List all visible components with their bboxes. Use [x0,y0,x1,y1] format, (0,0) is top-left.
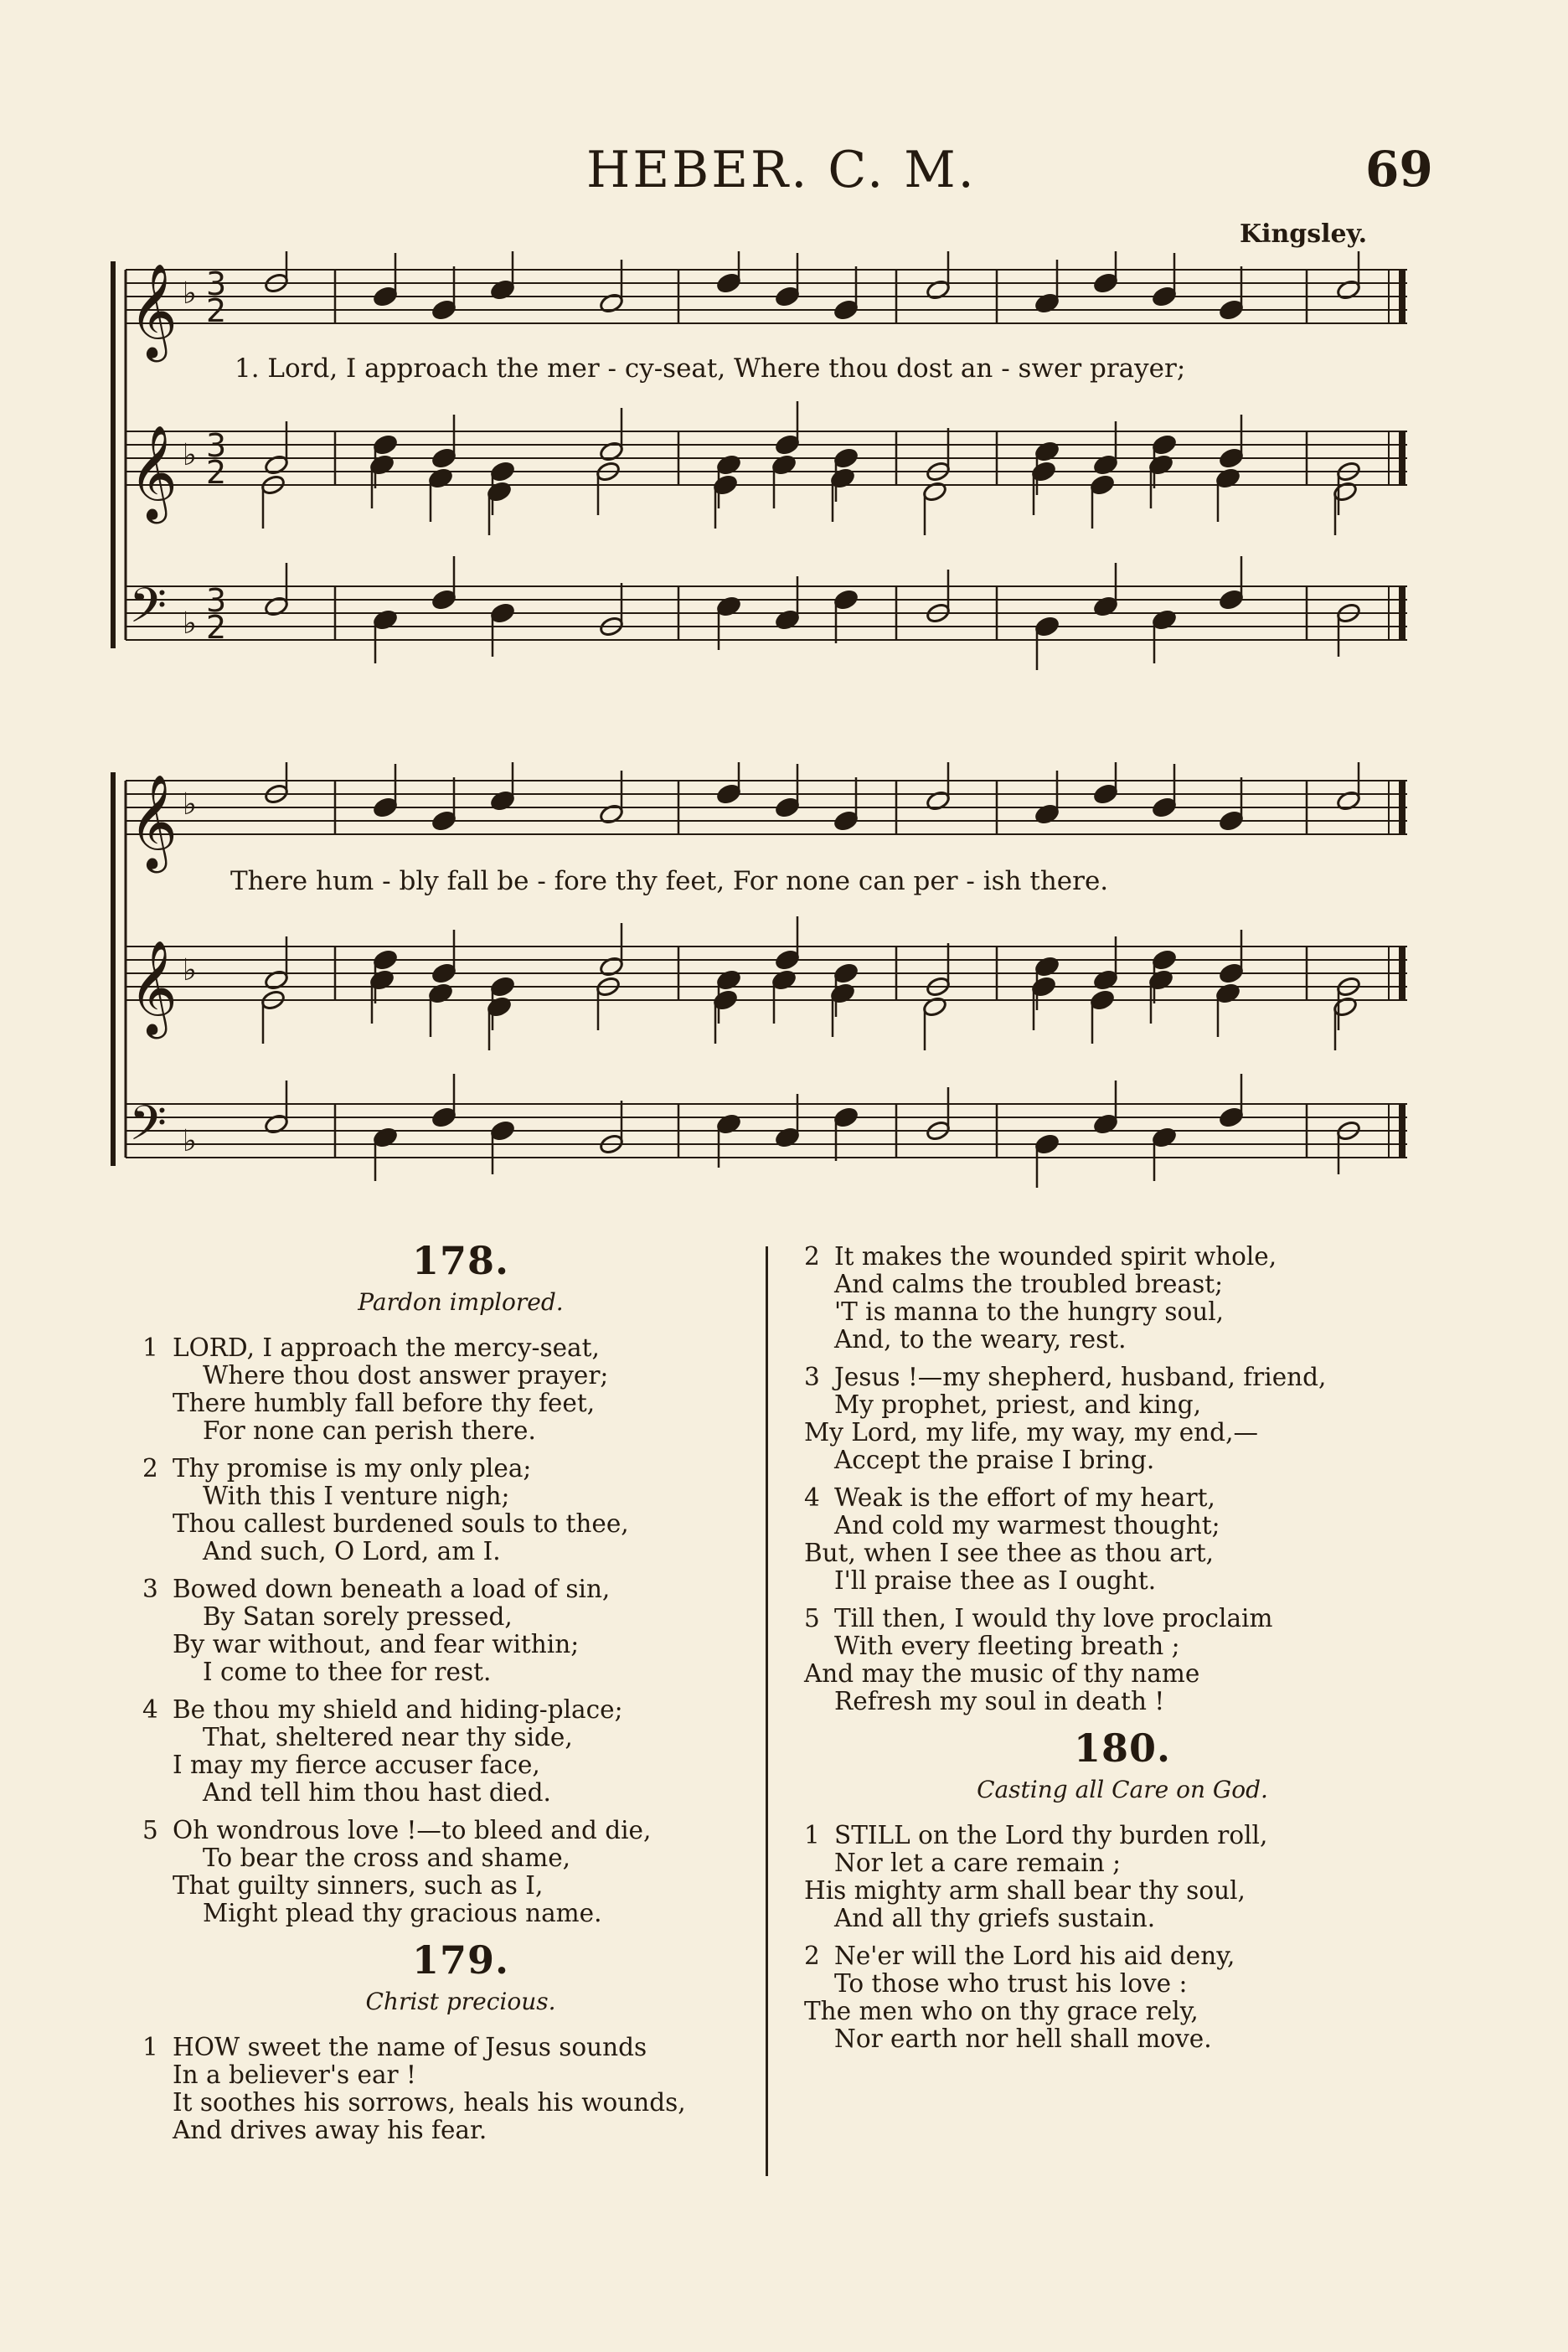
stanza-1: 1 HOW sweet the name of Jesus sounds In a believer's ear ! It soothes his sorrows, heals his wounds, And drives away his fear. [142,2033,686,2144]
system-brace [111,261,116,648]
system-brace [111,772,116,1166]
flat-sign-icon: ♭ [183,606,197,641]
stanza-2: 2 It makes the wounded spirit whole, And calms the troubled breast; 'T is manna to the hungry soul, And, to the weary, rest. [804,1242,1277,1354]
bass-clef-icon: 𝄢 [129,1095,168,1163]
column-divider [766,1246,768,2176]
time-signature-bottom: 2 [206,454,227,491]
final-bar-line [1399,1104,1406,1158]
final-bar-line [1399,946,1406,1000]
flat-sign-icon: ♭ [183,1124,197,1158]
stanza-5: 5 Oh wondrous love !—to bleed and die, To bear the cross and shame, That guilty sinners, such as I, Might plead thy gracious name. [142,1816,652,1927]
lyrics-line-1: 1. Lord, I approach the mer - cy-seat, Where thou dost an - swer prayer; [235,353,1186,384]
hymn-caption: Casting all Care on God. [977,1776,1268,1803]
final-bar-line [1399,431,1406,485]
hymn-number: 180. [1073,1725,1172,1771]
time-signature-top: 3 [206,582,227,619]
time-signature-top: 3 [206,266,227,302]
final-bar-line [1399,781,1406,834]
left-column [142,1231,779,2154]
stanza-1: 1 LORD, I approach the mercy-seat, Where thou dost answer prayer; There humbly fall before thy feet, For none can perish there. [142,1333,609,1445]
hymn-caption: Christ precious. [365,1988,556,2015]
treble-clef-icon: 𝄞 [129,425,178,520]
treble-clef-icon: 𝄞 [129,774,178,869]
stanza-2: 2 Ne'er will the Lord his aid deny, To those who trust his love : The men who on thy grace rely, Nor earth nor hell shall move. [804,1942,1235,2053]
stanza-1: 1 STILL on the Lord thy burden roll, Nor let a care remain ; His mighty arm shall bear thy soul, And all thy griefs sustain. [804,1821,1268,1932]
final-bar-line [1399,270,1406,323]
flat-sign-icon: ♭ [183,787,197,822]
hymn-180 [804,1725,1441,2053]
hymn-number: 178. [411,1238,510,1283]
stanza-4: 4 Weak is the effort of my heart, And cold my warmest thought; But, when I see thee as thou art, I'll praise thee as I ought. [804,1483,1220,1595]
hymn-179 [142,1937,779,2144]
right-column [804,1243,1441,2063]
treble-clef-icon: 𝄞 [129,940,178,1035]
music-notation-2 [109,762,1424,1198]
stanza-3: 3 Jesus !—my shepherd, husband, friend, My prophet, priest, and king, My Lord, my life, my way, my end,— Accept the praise I bring. [804,1363,1327,1474]
bass-clef-icon: 𝄢 [129,577,168,646]
time-signature-bottom: 2 [206,292,227,329]
hymn-179-continued [804,1243,1441,1715]
stanza-3: 3 Bowed down beneath a load of sin, By Satan sorely pressed, By war without, and fear within; I come to thee for rest. [142,1575,611,1686]
page-title: HEBER. C. M. [586,141,977,199]
stanza-2: 2 Thy promise is my only plea; With this I venture nigh; Thou callest burdened souls to thee, And such, O Lord, am I. [142,1454,629,1565]
page-number: 69 [1365,141,1433,198]
hymn-178 [142,1238,779,1927]
hymn-caption: Pardon implored. [358,1288,564,1316]
music-system-1 [109,251,1424,670]
music-notation-1 [109,251,1424,670]
time-signature-top: 3 [206,427,227,464]
stanza-4: 4 Be thou my shield and hiding-place; That, sheltered near thy side, I may my fierce accuser face, And tell him thou hast died. [142,1695,623,1807]
lyrics-line-2: There hum - bly fall be - fore thy feet, For none can per - ish there. [230,866,1109,896]
time-signature-bottom: 2 [206,609,227,646]
flat-sign-icon: ♭ [183,953,197,988]
stanza-5: 5 Till then, I would thy love proclaim With every fleeting breath ; And may the music of thy name Refresh my soul in death ! [804,1604,1273,1715]
composer-name: Kingsley. [1240,219,1368,249]
treble-clef-icon: 𝄞 [129,263,178,358]
music-system-2 [109,762,1424,1198]
flat-sign-icon: ♭ [183,276,197,311]
hymn-number: 179. [411,1937,510,1983]
final-bar-line [1399,586,1406,640]
stanza-number: 1 [142,1333,158,1362]
flat-sign-icon: ♭ [183,438,197,472]
